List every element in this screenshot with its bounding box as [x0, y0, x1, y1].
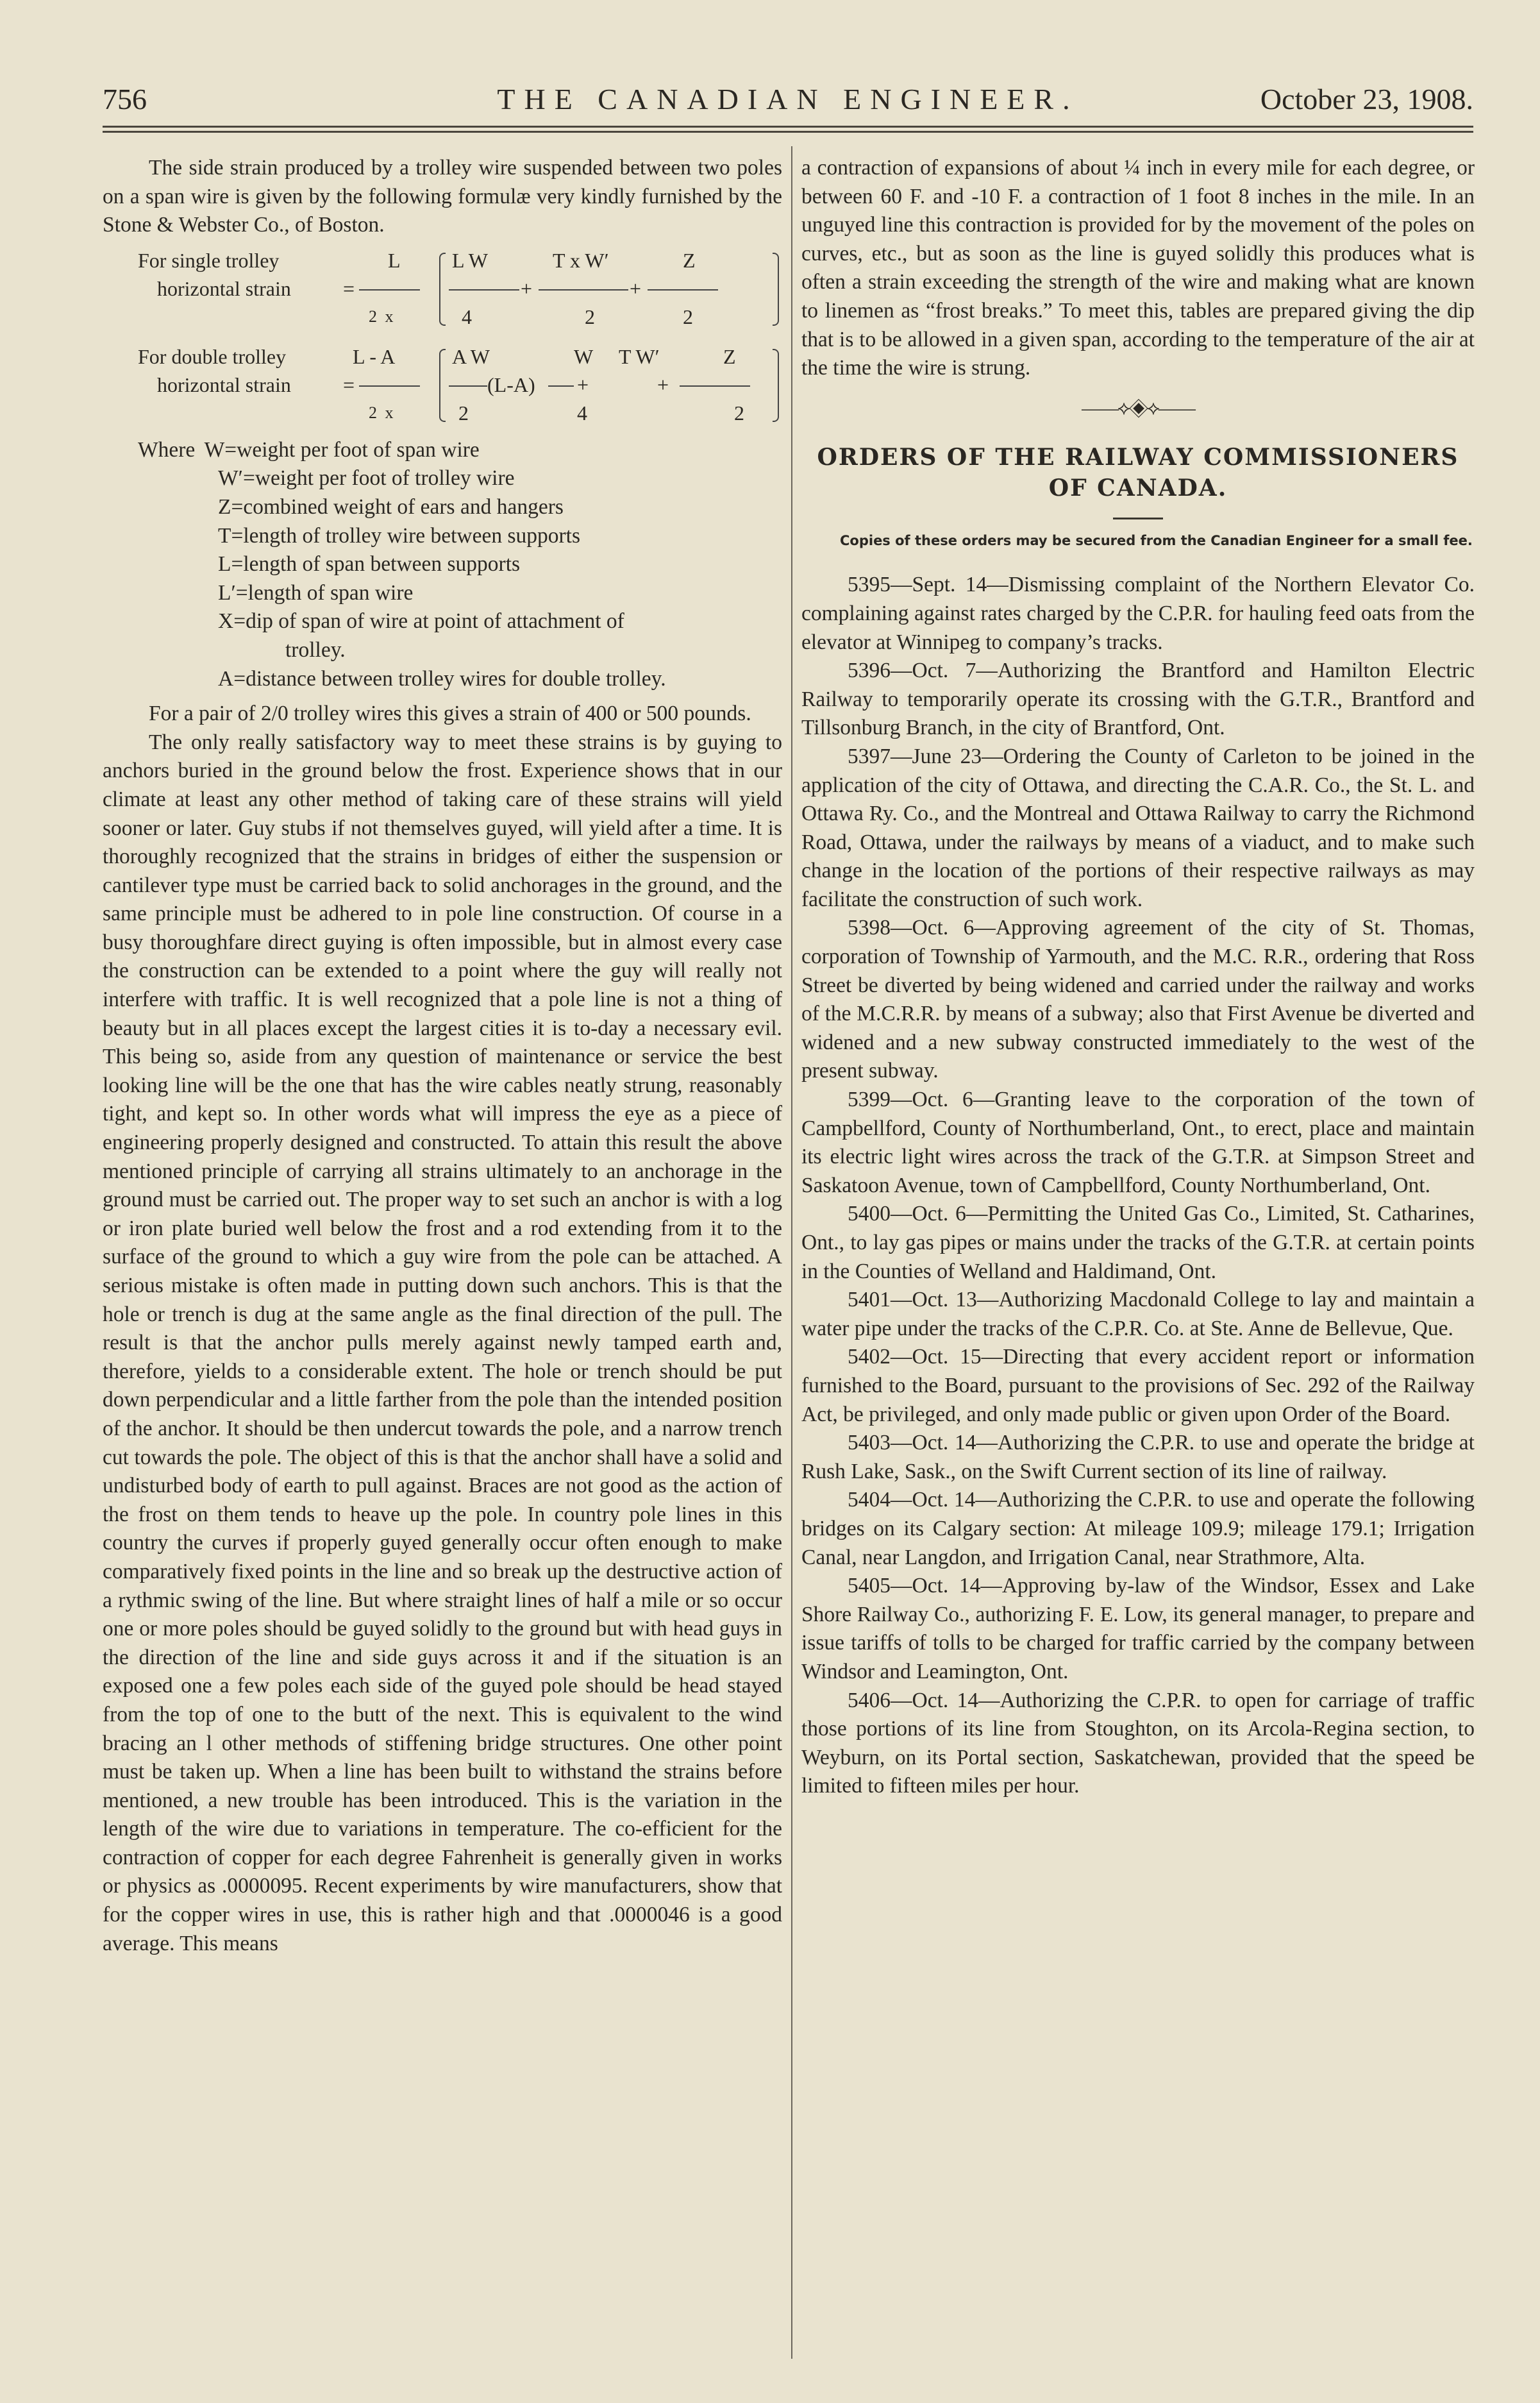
fraction-bar [548, 385, 574, 387]
fraction-bar [449, 289, 519, 291]
order-entry: 5397—June 23—Ordering the County of Carleton to be joined in the application of the city of Ottawa, and directing the C.A.R. Co., the St. L. and Ottawa Ry. Co., and the Montreal and Ottawa Railway to carry the Richmond Road, Ottawa, under the railways by means of a viaduct, and to make such change in the location of the portions of their respective railways as may facilitate the construction of such work. [801, 744, 1475, 911]
brace-right [773, 349, 779, 422]
title-rule [1113, 518, 1163, 519]
section-title: ORDERS OF THE RAILWAY COMMISSIONERS OF CANADA. [817, 444, 1459, 502]
formula-term: L - A [353, 344, 396, 368]
page-number: 756 [103, 83, 147, 115]
formula-term: 2 [585, 305, 595, 328]
plus-sign: + [657, 373, 669, 396]
order-entry: 5402—Oct. 15—Directing that every accident report or information furnished to the Board, pursuant to the provisions of Sec. 292 of the Railway Act, be privileged, and only made public or given upon Order of the Board. [801, 1345, 1475, 1426]
formula-term: 2 [458, 401, 469, 425]
formula-term: 2 [683, 305, 693, 328]
formula-term: 4 [577, 401, 587, 425]
formula-label: For double trolley [138, 344, 287, 368]
column-divider [791, 146, 792, 2359]
fraction-bar [539, 289, 628, 291]
formula-label: horizontal strain [157, 373, 291, 396]
plus-sign: + [521, 276, 533, 300]
order-entry: 5399—Oct. 6—Granting leave to the corporation of the town of Campbellford, County of Northumberland, Ont., to erect, place and maintain its electric light wires across the track of the G.T.R. at Simpson Street and Saskatoon Avenue, town of Campbellford, County Northumberland, Ont. [801, 1088, 1475, 1197]
order-entry: 5400—Oct. 6—Permitting the United Gas Co., Limited, St. Catharines, Ont., to lay gas pipes or mains under the tracks of the G.T.R. at certain points in the Counties of Welland and Haldimand, Ont. [801, 1202, 1475, 1283]
intro-paragraph: The side strain produced by a trolley wire suspended between two poles on a span wire is given by the following formulæ very kindly furnished by the Stone & Webster Co., of Boston. [103, 156, 782, 237]
right-column [801, 154, 1475, 1801]
fraction-bar [648, 289, 718, 291]
order-entry: 5405—Oct. 14—Approving by-law of the Windsor, Essex and Lake Shore Railway Co., authorizing F. E. Low, its general manager, to prepare and issue tariffs of tolls to be charged for traffic carried by the company between Windsor and Leamington, Ont. [801, 1574, 1475, 1683]
brace-left [439, 253, 446, 326]
formula-term: W [574, 344, 594, 368]
order-entry: 5401—Oct. 13—Authorizing Macdonald College to lay and maintain a water pipe under the tracks of the C.P.R. Co. at Ste. Anne de Bellevue, Que. [801, 1288, 1475, 1340]
fraction-bar [359, 385, 420, 387]
definition: trolley. [285, 637, 346, 662]
formula-term: Z [723, 344, 736, 368]
formula-term: Z [683, 248, 696, 272]
where-label: Where [138, 437, 196, 462]
continuation-paragraph: a contraction of expansions of about ¼ inch in every mile for each degree, or between 60 F. and -10 F. a contraction of 1 foot 8 inches in the mile. In an unguyed line this contraction is provided for by the movement of the poles on curves, etc., but as soon as the line is guyed solidly this produces what is often a strain exceeding the strength of the wire and making what are known to linemen as “frost breaks.” To meet this, tables are prepared giving the dip that is to be allowed in a given span, according to the temperature of the air at the time the wire is strung. [801, 156, 1475, 380]
ornamental-divider: ——⟡◈⟡—— [1082, 397, 1194, 419]
definition: W′=weight per foot of trolley wire [218, 466, 515, 491]
formula-term: 2 x [369, 403, 396, 422]
definition: Z=combined weight of ears and hangers [218, 494, 564, 519]
definition: X=dip of span of wire at point of attachment of [218, 609, 624, 634]
formula-term: (L-A) [487, 373, 535, 396]
definition: L′=length of span wire [218, 580, 414, 605]
formula-single-trolley [103, 246, 782, 336]
formula-term: T x W′ [553, 248, 609, 272]
formula-double-trolley [103, 342, 782, 432]
definition: L=length of span between supports [218, 552, 521, 577]
order-entry: 5398—Oct. 6—Approving agreement of the city of St. Thomas, corporation of Township of Yarmouth, and the M.C. R.R., ordering that Ross Street be diverted by being widened and carried under the railway and works of the M.C.R.R. by means of a subway; also that First Avenue be diverted and widened and a new subway constructed immediately to the west of the present subway. [801, 916, 1475, 1083]
plus-sign: + [577, 373, 589, 396]
definition-line [103, 436, 782, 465]
formula-term: L W [452, 248, 488, 272]
definition: A=distance between trolley wires for double trolley. [218, 666, 666, 691]
order-entry: 5395—Sept. 14—Dismissing complaint of the Northern Elevator Co. complaining against rates charged by the C.P.R. for hauling feed oats from the elevator at Winnipeg to company’s tracks. [801, 573, 1475, 654]
fraction-bar [449, 385, 487, 387]
fraction-bar [359, 289, 420, 291]
formula-term: L [388, 248, 401, 272]
formula-label: horizontal strain [157, 276, 291, 300]
journal-title: THE CANADIAN ENGINEER. [497, 83, 1079, 115]
plus-sign: + [630, 276, 642, 300]
formula-term: 2 [734, 401, 744, 425]
header-rule-top [103, 126, 1473, 128]
header-rule-bottom [103, 131, 1473, 133]
fraction-bar [680, 385, 750, 387]
equals-sign: = [343, 373, 355, 396]
body-paragraph: The only really satisfactory way to meet these strains is by guying to anchors buried in the ground below the frost. Experience shows that in our climate at least any other method of taking care of these strains will yield sooner or later. Guy stubs if not themselves guyed, will yield after a time. It is thoroughly recognized that the strains in bridges of either the suspension or cantilever type must be carried back to solid anchorages in the ground, and the same principle must be adhered to in pole line construction. Of course in a busy thoroughfare direct guying is often impossible, but in almost every case the construction can be extended to a point where the guy will really not interfere with traffic. It is well recognized that a pole line is not a thing of beauty but in all places except the largest cities it is to-day a necessary evil. This being so, aside from any question of maintenance or service the best looking line will be the one that has the wire cables neatly strung, reasonably tight, and kept so. In other words what will impress the eye as a piece of engineering properly designed and constructed. To attain this result the above mentioned principle of carrying all strains ultimately to an anchorage in the ground must be carried out. The proper way to set such an anchor is with a log or iron plate buried well below the frost and a rod extending from it to the surface of the ground to which a guy wire from the pole can be attached. A serious mistake is often made in putting down such anchors. This is that the hole or trench is dug at the same angle as the final direction of the pull. The result is that the anchor pulls merely against newly tamped earth and, therefore, yields to a considerable extent. The hole or trench should be put down perpendicular and a little farther from the pole than the intended position of the anchor. It should be then undercut towards the pole, and a narrow trench cut towards the pole. The object of this is that the anchor shall have a solid and undisturbed body of earth to pull against. Braces are not good as the action of the frost on them tends to heave up the pole. In country pole lines in this country the curves if properly guyed generally occur often enough to make comparatively fixed points in the line and so break up the destructive action of a rythmic swing of the line. But where straight lines of half a mile or so occur one or more poles should be guyed solidly to the ground but with head guys in the direction of the line and side guys across it and if the situation is an exposed one a few poles each side of the guyed pole should be head stayed from the top of one to the butt of the next. This is equivalent to the wind bracing an l other methods of stiffening bridge structures. One other point must be taken up. When a line has been built to withstand the strains before mentioned, a new trouble has been introduced. This is the variation in the length of the wire due to variations in temperature. The co-efficient for the contraction of copper for each degree Fahrenheit is generally given in works or physics as .0000095. Recent experiments by wire manufacturers, show that for the copper wires in use, this is rather high and that .0000046 is a good average. This means [103, 730, 782, 1955]
definition: W=weight per foot of span wire [204, 437, 480, 462]
order-entry: 5406—Oct. 14—Authorizing the C.P.R. to open for carriage of traffic those portions of its line from Stoughton, on its Arcola-Regina section, to Weyburn, on its Portal section, Saskatchewan, provided that the speed be limited to fifteen miles per hour. [801, 1688, 1475, 1798]
formula-label: For single trolley [138, 248, 280, 272]
brace-left [439, 349, 446, 422]
issue-date: October 23, 1908. [1260, 83, 1473, 115]
formula-term: A W [452, 344, 490, 368]
formula-term: 4 [462, 305, 472, 328]
formula-term: T W′ [619, 344, 660, 368]
formula-term: 2 x [369, 307, 396, 326]
brace-right [773, 253, 779, 326]
left-column [103, 154, 782, 1958]
equals-sign: = [343, 276, 355, 300]
order-entry: 5404—Oct. 14—Authorizing the C.P.R. to use and operate the following bridges on its Calgary section: At mileage 109.9; mileage 179.1; Irrigation Canal, near Langdon, and Irrigation Canal, near Strathmore, Alta. [801, 1488, 1475, 1569]
order-entry: 5396—Oct. 7—Authorizing the Brantford and Hamilton Electric Railway to temporarily operate its crossing with the G.T.R., Brantford and Tillsonburg Branch, in the city of Brantford, Ont. [801, 659, 1475, 740]
definition: T=length of trolley wire between supports [218, 523, 580, 548]
variable-definitions [103, 436, 782, 693]
order-entry: 5403—Oct. 14—Authorizing the C.P.R. to use and operate the bridge at Rush Lake, Sask., on the Swift Current section of its line of railway. [801, 1431, 1475, 1483]
body-paragraph: For a pair of 2/0 trolley wires this gives a strain of 400 or 500 pounds. [149, 702, 751, 726]
running-header [103, 76, 1473, 127]
orders-note: Copies of these orders may be secured from the Canadian Engineer for a small fee. [840, 533, 1473, 549]
